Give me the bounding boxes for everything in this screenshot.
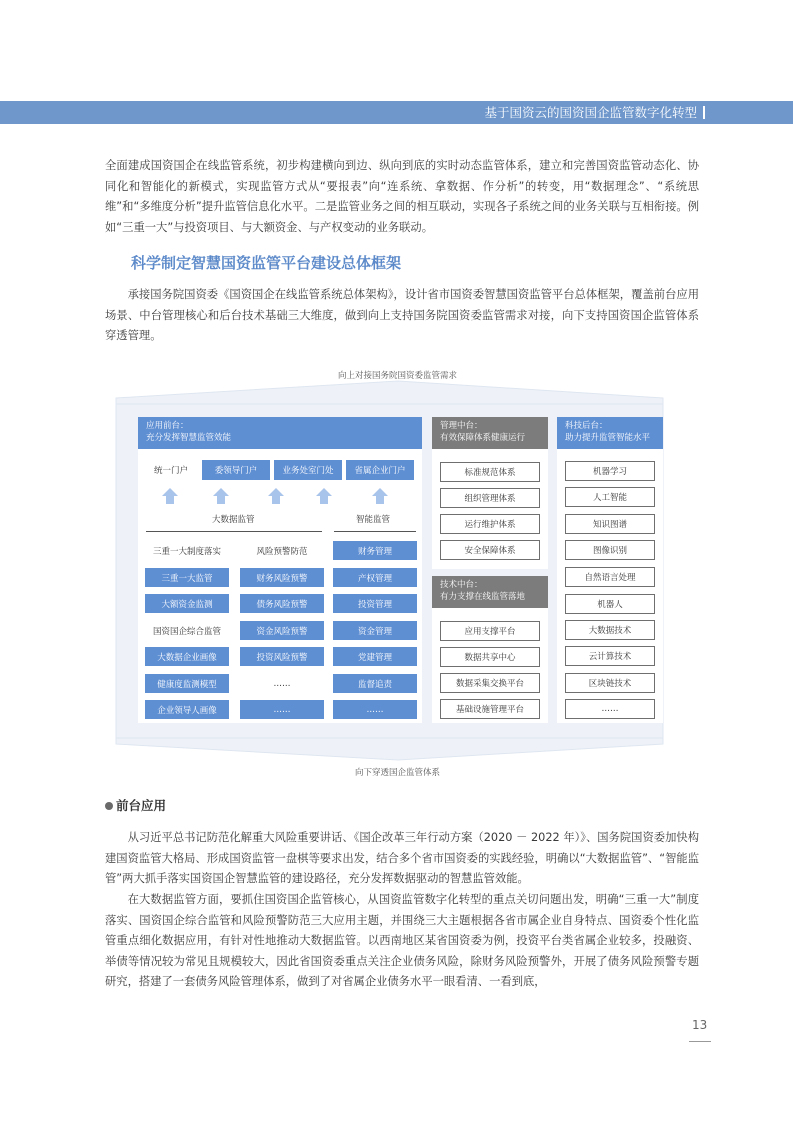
- section-heading: 科学制定智慧国资监管平台建设总体框架: [131, 254, 402, 272]
- group-smart-line: [334, 531, 416, 532]
- up-arrow-icon: [213, 488, 229, 504]
- front-header: [138, 417, 422, 449]
- col1-item: 国资国企综合监管: [152, 626, 221, 637]
- back-header: [557, 417, 663, 449]
- paragraph-3: 从习近平总书记防范化解重大风险重要讲话、《国企改革三年行动方案（2020 － 2022 年）》、国务院国资委加快构建国资监管大格局、形成国资监管一盘棋等要求出发，结合多个省市国资委的实践经验，明确以“大数据监管”、“智能监管”两大抓手落实国资国企智慧监管的建设路径，充分发挥数据驱动的智慧监管效能。: [105, 831, 699, 885]
- bullet-dot-icon: [105, 802, 113, 810]
- tech-header-line2: 有力支撑在线监管落地: [440, 592, 526, 602]
- front-header-line1: 应用前台：: [146, 421, 189, 431]
- col1-item[interactable]: 三重一大监管: [145, 568, 229, 587]
- tech-item[interactable]: 应用支撑平台: [440, 621, 540, 641]
- back-item[interactable]: ……: [565, 699, 655, 719]
- tech-header: [432, 576, 548, 608]
- back-item[interactable]: 自然语言处理: [565, 567, 655, 587]
- col1-item[interactable]: 健康度监测模型: [145, 674, 229, 693]
- middle-header: [432, 417, 548, 449]
- middle-header-line1: 管理中台：: [440, 421, 483, 431]
- back-item[interactable]: 知识图谱: [565, 514, 655, 534]
- front-header-line2: 充分发挥智慧监管效能: [146, 433, 232, 443]
- tech-item[interactable]: 数据共享中心: [440, 647, 540, 667]
- col2-item: ……: [273, 678, 291, 689]
- back-item[interactable]: 区块链技术: [565, 673, 655, 693]
- back-item[interactable]: 云计算技术: [565, 646, 655, 666]
- tech-item[interactable]: 基础设施管理平台: [440, 699, 540, 719]
- portal-leadership[interactable]: 委领导门户: [202, 460, 270, 480]
- up-arrow-icon: [162, 488, 178, 504]
- page-number-rule: [689, 1041, 711, 1042]
- group-big-data-label: 大数据监管: [212, 515, 255, 525]
- portal-enterprise[interactable]: 省属企业门户: [346, 460, 414, 480]
- col1-item[interactable]: 企业领导人画像: [145, 700, 229, 719]
- middle-item[interactable]: 标准规范体系: [440, 462, 540, 482]
- portal-department[interactable]: 业务处室门处: [274, 460, 342, 480]
- frame-bottom-bevel: [116, 738, 663, 760]
- col2-item[interactable]: 债务风险预警: [240, 594, 324, 613]
- back-header-line1: 科技后台：: [565, 421, 608, 431]
- up-arrow-icon: [316, 488, 332, 504]
- col3-item[interactable]: 投资管理: [333, 594, 417, 613]
- header-title: 基于国资云的国资国企监管数字化转型: [484, 105, 697, 120]
- back-item[interactable]: 机器人: [565, 594, 655, 614]
- tech-header-line1: 技术中台：: [440, 580, 483, 590]
- col1-item: 三重一大制度落实: [152, 546, 221, 557]
- middle-item[interactable]: 运行维护体系: [440, 514, 540, 534]
- col2-item[interactable]: 资金风险预警: [240, 621, 324, 640]
- page-number: 13: [692, 1018, 708, 1032]
- paragraph-1: 全面建成国资国企在线监管系统，初步构建横向到边、纵向到底的实时动态监管体系，建立和完善国资监管动态化、协同化和智能化的新模式，实现监管方式从“要报表”向“连系统、拿数据、作分析”的转变，用“数据理念”、“系统思维”和“多维度分析”提升监管信息化水平。二是监管业务之间的相互联动，实现各子系统之间的业务关联与互相衔接。例如“三重一大”与投资项目、与大额资金、与产权变动的业务联动。: [105, 159, 699, 234]
- up-arrow-icon: [372, 488, 388, 504]
- col3-item[interactable]: 监督追责: [333, 674, 417, 693]
- group-big-data-line: [146, 531, 322, 532]
- col3-item[interactable]: ……: [333, 700, 417, 719]
- back-item[interactable]: 人工智能: [565, 487, 655, 507]
- up-arrow-icon: [268, 488, 284, 504]
- middle-item[interactable]: 组织管理体系: [440, 488, 540, 508]
- col3-item[interactable]: 党建管理: [333, 647, 417, 666]
- paragraph-4: 在大数据监管方面，要抓住国资国企监管核心，从国资监管数字化转型的重点关切问题出发，明确“三重一大”制度落实、国资国企综合监管和风险预警防范三大应用主题，并围绕三大主题根据各省市属企业自身特点、国资委个性化监管重点细化数据应用，有针对性地推动大数据监管。以西南地区某省国资委为例，投资平台类省属企业较多，投融资、举债等情况较为常见且规模较大，因此省国资委重点关注企业债务风险，除财务风险预警外，开展了债务风险预警专题研究，搭建了一套债务风险管理体系，做到了对省属企业债务水平一眼看清、一看到底，: [105, 893, 699, 988]
- back-header-line2: 助力提升监管智能水平: [565, 433, 651, 443]
- col2-item: 风险预警防范: [256, 546, 308, 557]
- diagram-bottom-caption: 向下穿透国企监管体系: [355, 768, 441, 778]
- diagram-top-caption: 向上对接国务院国资委监管需求: [338, 371, 458, 381]
- col2-item[interactable]: ……: [240, 700, 324, 719]
- col3-item[interactable]: 产权管理: [333, 568, 417, 587]
- back-item[interactable]: 图像识别: [565, 540, 655, 560]
- frame-top-bevel: [116, 381, 663, 404]
- portal-label: 统一门户: [153, 466, 188, 476]
- middle-item[interactable]: 安全保障体系: [440, 540, 540, 560]
- paragraph-2: 承接国务院国资委《国资国企在线监管系统总体架构》，设计省市国资委智慧国资监管平台总体框架，覆盖前台应用场景、中台管理核心和后台技术基础三大维度，做到向上支持国务院国资委监管需求对接，向下支持国资国企监管体系穿透管理。: [105, 288, 699, 342]
- sub-heading: 前台应用: [116, 798, 167, 813]
- back-item[interactable]: 大数据技术: [565, 620, 655, 640]
- col3-item[interactable]: 财务管理: [333, 541, 417, 560]
- col2-item[interactable]: 财务风险预警: [240, 568, 324, 587]
- col3-item[interactable]: 资金管理: [333, 621, 417, 640]
- col2-item[interactable]: 投资风险预警: [240, 647, 324, 666]
- group-smart-label: 智能监管: [356, 515, 391, 525]
- col1-item[interactable]: 大额资金监测: [145, 594, 229, 613]
- back-item[interactable]: 机器学习: [565, 461, 655, 481]
- tech-item[interactable]: 数据采集交换平台: [440, 673, 540, 693]
- middle-header-line2: 有效保障体系健康运行: [440, 433, 526, 443]
- col1-item[interactable]: 大数据企业画像: [145, 647, 229, 666]
